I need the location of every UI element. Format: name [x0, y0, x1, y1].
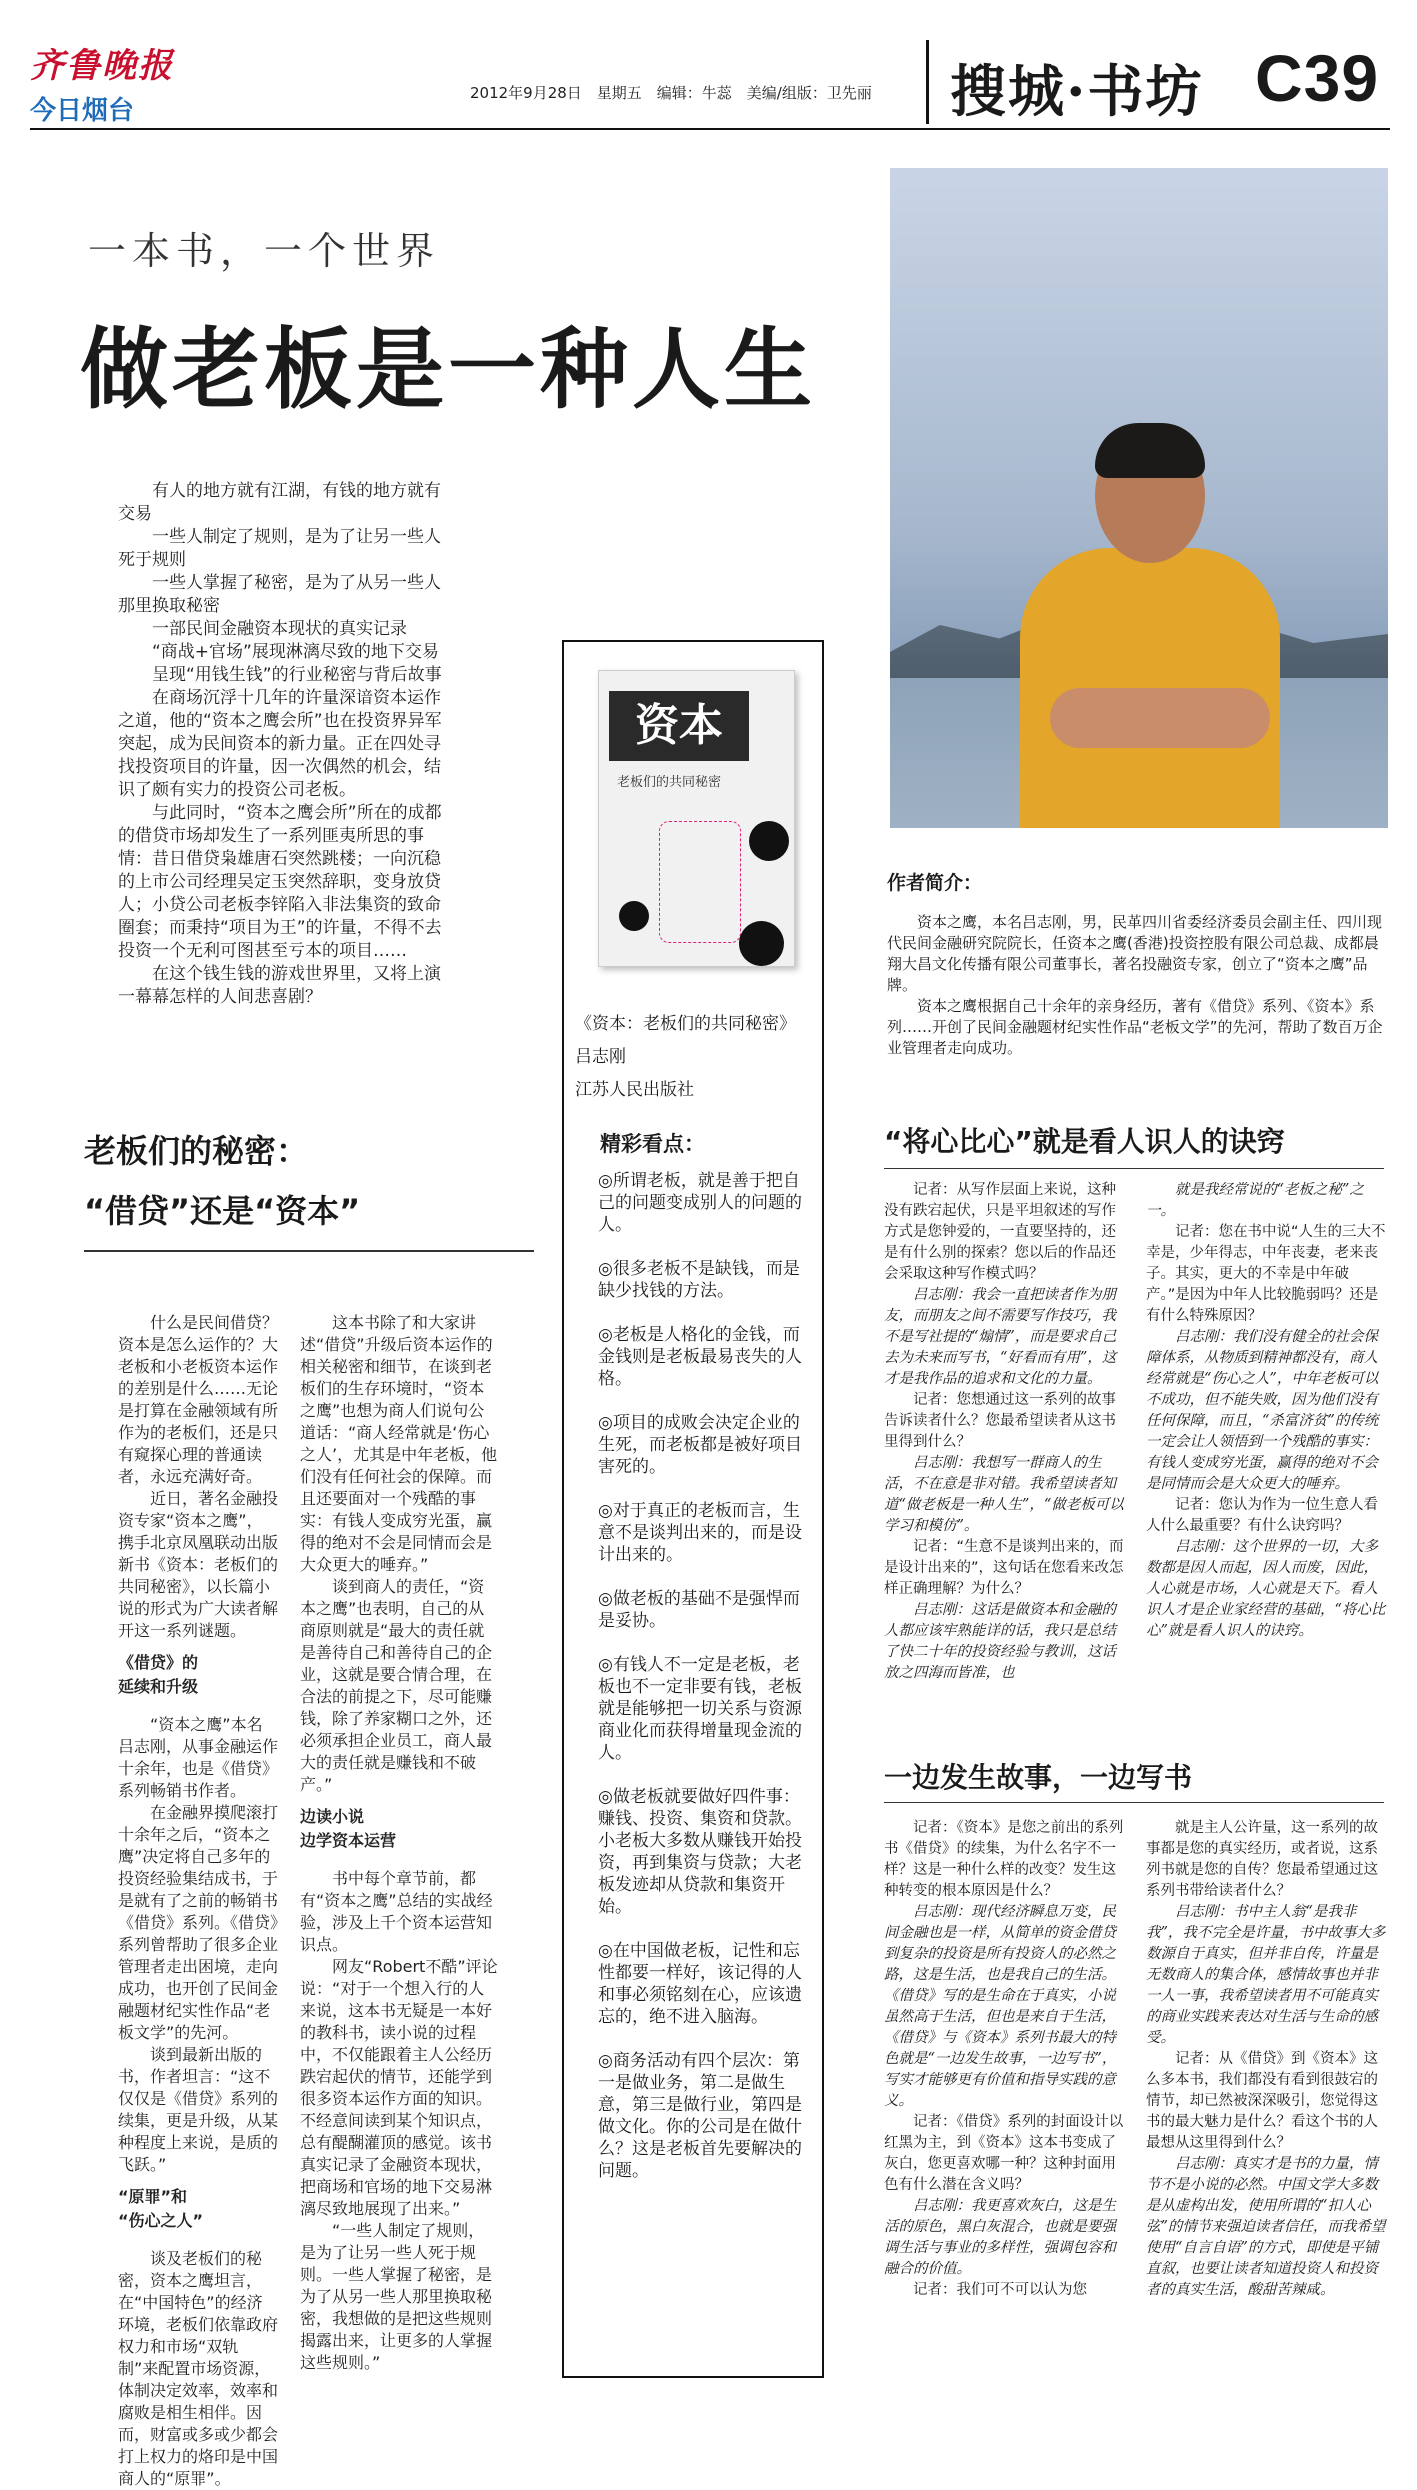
book-publisher: 江苏人民出版社 — [575, 1080, 694, 1100]
article-paragraph: “一些人制定了规则，是为了让另一些人死于规则。一些人掌握了秘密，是为了从另一些人那里换取秘密，我想做的是把这些规则揭露出来，让更多的人掌握这些规则。” — [300, 2221, 493, 2372]
left-article-title-line1: 老板们的秘密： — [84, 1132, 309, 1170]
interview1-title: “将心比心”就是看人识人的诀窍 — [884, 1125, 1285, 1158]
interview-answer: 就是我经常说的“老板之秘”之一。 — [1146, 1182, 1364, 1219]
interview1-rule — [884, 1168, 1384, 1169]
author-bio — [887, 912, 1387, 1059]
article-paragraph: 这本书除了和大家讲述“借贷”升级后资本运作的相关秘密和细节，在谈到老板们的生存环境时，“资本之鹰”也想为商人们说句公道话：“商人经常就是‘伤心之人’，尤其是中年老板，他们没有任何社会的保障。而且还要面对一个残酷的事实：有钱人变成穷光蛋，赢得的绝对不会是同情而会是大众更大的唾弃。” — [300, 1313, 498, 1574]
issue-meta: 2012年9月28日 星期五 编辑：牛蕊 美编/组版：卫先丽 — [470, 84, 872, 102]
subhead: 延续和升级 — [118, 1677, 199, 1696]
author-photo — [890, 168, 1388, 828]
book-info — [575, 1008, 815, 1107]
header-rule — [30, 128, 1390, 130]
interview2-rule — [884, 1802, 1384, 1803]
interview-question: 记者：您想通过这一系列的故事告诉读者什么？您最希望读者从这书里得到什么？ — [884, 1392, 1116, 1450]
article-paragraph: 什么是民间借贷？资本是怎么运作的？大老板和小老板资本运作的差别是什么……无论是打算在金融领域有所作为的老板们，还是只有窥探心理的普通读者，永远充满好奇。 — [118, 1313, 279, 1486]
article-paragraph: 网友“Robert不酷”评论说：“对于一个想入行的人来说，这本书无疑是一本好的教科书，读小说的过程中，不仅能跟着主人公经历跌宕起伏的情节，还能学到很多资本运作方面的知识。不经意间读到某个知识点，总有醍醐灌顶的感觉。该书真实记录了金融资本现状，把商场和官场的地下交易淋漓尽致地展现了出来。” — [300, 1957, 498, 2218]
interview2-col1 — [884, 1818, 1129, 2301]
author-bio-title: 作者简介： — [887, 872, 983, 894]
interview-answer: 吕志刚：书中主人翁“是我非我”，我不完全是许量，书中故事大多数源自于真实，但并非自传，许量是无数商人的集合体，感情故事也并非一人一事，我希望读者用不可能真实的商业实践来表达对生活与生命的感受。 — [1146, 1904, 1386, 2046]
highlight-item: ◎对于真正的老板而言，生意不是谈判出来的，而是设计出来的。 — [598, 1501, 802, 1565]
headline: 做老板是一种人生 — [80, 317, 817, 421]
intro-paragraph: “商战+官场”展现淋漓尽致的地下交易 — [152, 642, 439, 662]
article-paragraph: 近日，著名金融投资专家“资本之鹰”，携手北京凤凰联动出版新书《资本：老板们的共同秘密》，以长篇小说的形式为广大读者解开这一系列谜题。 — [118, 1489, 279, 1640]
article-paragraph: 谈及老板们的秘密，资本之鹰坦言，在“中国特色”的经济环境，老板们依靠政府权力和市场“双轨制”来配置市场资源，体制决定效率，效率和腐败是相生相伴。因而，财富或多或少都会打上权力的烙印是中国商人的“原罪”。 — [118, 2249, 279, 2488]
interview2-title: 一边发生故事，一边写书 — [884, 1761, 1193, 1794]
interview-question: 记者：从写作层面上来说，这种没有跌宕起伏，只是平坦叙述的写作方式是您钟爱的，一直要坚持的，还是有什么别的探索？您以后的作品还会采取这种写作模式吗？ — [884, 1182, 1116, 1282]
author-bio-paragraph: 资本之鹰根据自己十余年的亲身经历，著有《借贷》系列、《资本》系列……开创了民间金融题材纪实性作品“老板文学”的先河，帮助了数百万企业管理者走向成功。 — [887, 997, 1383, 1057]
header-divider — [926, 40, 929, 124]
interview-answer: 吕志刚：这话是做资本和金融的人都应该牢熟能详的话，我只是总结了快二十年的投资经验与教训，这话放之四海而皆准，也 — [884, 1602, 1116, 1681]
interview1-col1 — [884, 1180, 1129, 1684]
interview-answer: 吕志刚：我更喜欢灰白，这是生活的原色，黑白灰混合，也就是要强调生活与事业的多样性，强调包容和融合的价值。 — [884, 2198, 1116, 2277]
article-paragraph: “资本之鹰”本名吕志刚，从事金融运作十余年，也是《借贷》系列畅销书作者。 — [118, 1715, 279, 1800]
interview-question: 记者：《借贷》系列的封面设计以红黑为主，到《资本》这本书变成了灰白，您更喜欢哪一种？这种封面用色有什么潜在含义吗？ — [884, 2114, 1124, 2193]
subhead: 边学资本运营 — [300, 1831, 397, 1850]
left-article-title-line2: “借贷”还是“资本” — [84, 1192, 361, 1230]
interview-question: 记者：从《借贷》到《资本》这么多本书，我们都没有看到很鼓宕的情节，却已然被深深吸引，您觉得这书的最大魅力是什么？看这个书的人最想从这里得到什么？ — [1146, 2051, 1378, 2151]
interview-question: 记者：“生意不是谈判出来的，而是设计出来的”，这句话在您看来改怎样正确理解？为什么？ — [884, 1539, 1124, 1597]
left-article-col1 — [118, 1312, 278, 2490]
highlight-item: ◎在中国做老板，记性和忘性都要一样好，该记得的人和事必须铭刻在心，应该遗忘的，绝不进入脑海。 — [598, 1941, 802, 2027]
article-paragraph: 在金融界摸爬滚打十余年之后，“资本之鹰”决定将自己多年的投资经验集结成书，于是就有了之前的畅销书《借贷》系列。《借贷》系列曾帮助了很多企业管理者走出困境，走向成功，也开创了民间金融题材纪实性作品“老板文学”的先河。 — [118, 1803, 279, 2042]
book-cover — [598, 670, 795, 967]
intro-paragraph: 在商场沉浮十几年的许量深谙资本运作之道，他的“资本之鹰会所”也在投资界异军突起，成为民间资本的新力量。正在四处寻找投资项目的许量，因一次偶然的机会，结识了颇有实力的投资公司老板。 — [118, 688, 442, 800]
edition-name: 今日烟台 — [30, 96, 135, 126]
interview-answer: 吕志刚：真实才是书的力量，情节不是小说的必然。中国文学大多数是从虚构出发，使用所谓的“扣人心弦”的情节来强迫读者信任，而我希望使用“自言自语”的方式，即使是平铺直叙，也要让读者知道投资人和投资者的真实生活，酸甜苦辣咸。 — [1146, 2156, 1386, 2298]
left-article-rule — [84, 1250, 534, 1252]
intro-paragraph: 在这个钱生钱的游戏世界里，又将上演一幕幕怎样的人间悲喜剧？ — [118, 964, 441, 1007]
interview1-col2 — [1146, 1180, 1386, 1642]
interview-answer: 吕志刚：这个世界的一切，大多数都是因人而起，因人而废，因此，人心就是市场，人心就是天下。看人识人才是企业家经营的基础，“将心比心”就是看人识人的诀窍。 — [1146, 1539, 1386, 1639]
interview-answer: 吕志刚：我想写一群商人的生活，不在意是非对错。我希望读者知道“做老板是一种人生”，“做老板可以学习和模仿”。 — [884, 1455, 1124, 1534]
interview-question: 记者：我们可不可以认为您 — [913, 2282, 1087, 2298]
book-cover-subtitle: 老板们的共同秘密 — [617, 775, 722, 790]
highlight-item: ◎很多老板不是缺钱，而是缺少找钱的方法。 — [598, 1259, 800, 1301]
book-cover-title: 资本 — [609, 691, 749, 761]
highlight-item: ◎做老板的基础不是强悍而是妥协。 — [598, 1589, 800, 1631]
highlight-item: ◎项目的成败会决定企业的生死，而老板都是被好项目害死的。 — [598, 1413, 802, 1477]
article-paragraph: 书中每个章节前，都有“资本之鹰”总结的实战经验，涉及上千个资本运营知识点。 — [300, 1869, 493, 1954]
subhead: “伤心之人” — [118, 2211, 204, 2230]
interview-question: 记者：《资本》是您之前出的系列书《借贷》的续集，为什么名字不一样？这是一种什么样的改变？发生这种转变的根本原因是什么？ — [884, 1820, 1124, 1899]
intro-paragraph: 呈现“用钱生钱”的行业秘密与背后故事 — [152, 665, 442, 685]
highlight-item: ◎老板是人格化的金钱，而金钱则是老板最易丧失的人格。 — [598, 1325, 802, 1389]
highlights-title: 精彩看点： — [600, 1132, 705, 1156]
article-paragraph: 谈到最新出版的书，作者坦言：“这不仅仅是《借贷》系列的续集，更是升级，从某种程度上来说，是质的飞跃。” — [118, 2045, 279, 2174]
page-number: C39 — [1255, 41, 1380, 115]
intro-text — [118, 480, 444, 1009]
subhead: “原罪”和 — [118, 2187, 188, 2206]
intro-paragraph: 有人的地方就有江湖，有钱的地方就有交易 — [118, 481, 441, 524]
interview2-col2 — [1146, 1818, 1386, 2301]
highlight-item: ◎做老板就要做好四件事：赚钱、投资、集资和贷款。小老板大多数从赚钱开始投资，再到集资与贷款；大老板发迹却从贷款和集资开始。 — [598, 1787, 802, 1917]
intro-paragraph: 一些人掌握了秘密，是为了从另一些人那里换取秘密 — [118, 573, 441, 616]
newspaper-logo: 齐鲁晚报 — [30, 46, 174, 86]
kicker: 一本书，一个世界 — [88, 229, 441, 273]
interview-question: 记者：您认为作为一位生意人看人什么最重要？有什么诀窍吗？ — [1146, 1497, 1378, 1534]
book-title: 《资本：老板们的共同秘密》 — [575, 1014, 796, 1034]
article-paragraph: 谈到商人的责任，“资本之鹰”也表明，自己的从商原则就是“最大的责任就是善待自己和善待自己的企业，这就是要合情合理，在合法的前提之下，尽可能赚钱，除了养家糊口之外，还必须承担企业员工，商人最大的责任就是赚钱和不破产。” — [300, 1577, 493, 1794]
intro-paragraph: 一部民间金融资本现状的真实记录 — [152, 619, 407, 639]
highlight-item: ◎商务活动有四个层次：第一是做业务，第二是做生意，第三是做行业，第四是做文化。你的公司是在做什么？这是老板首先要解决的问题。 — [598, 2051, 802, 2181]
subhead: 《借贷》的 — [118, 1653, 199, 1672]
highlight-item: ◎有钱人不一定是老板，老板也不一定非要有钱，老板就是能够把一切关系与资源商业化而获得增量现金流的人。 — [598, 1655, 802, 1763]
highlights-list — [598, 1170, 804, 2204]
subhead: 边读小说 — [300, 1807, 365, 1826]
left-article-col2 — [300, 1312, 500, 2374]
intro-paragraph: 与此同时，“资本之鹰会所”所在的成都的借贷市场却发生了一系列匪夷所思的事情：昔日借贷枭雄唐石突然跳楼；一向沉稳的上市公司经理吴定玉突然辞职，变身放贷人；小贷公司老板李锌陷入非法集资的致命圈套；而秉持“项目为王”的许量，不得不去投资一个无利可图甚至亏本的项目…… — [118, 803, 442, 961]
book-author: 吕志刚 — [575, 1047, 626, 1067]
section-name: 搜城·书坊 — [950, 59, 1204, 125]
interview-answer: 吕志刚：现代经济瞬息万变，民间金融也是一样，从简单的资金借贷到复杂的投资是所有投资人的必然之路，这是生活，也是我自己的生活。《借贷》写的是生命在于真实，小说虽然高于生活，但也是来自于生活，《借贷》与《资本》系列书最大的特色就是“一边发生故事，一边写书”，写实才能够更有价值和指导实践的意义。 — [884, 1904, 1117, 2109]
interview-answer: 吕志刚：我们没有健全的社会保障体系，从物质到精神都没有，商人经常就是“伤心之人”，中年老板可以不成功，但不能失败，因为他们没有任何保障，而且，“杀富济贫”的传统一定会让人领悟到一个残酷的事实：有钱人变成穷光蛋，赢得的绝对不会是同情而会是大众更大的唾弃。 — [1146, 1329, 1379, 1492]
interview-question: 记者：您在书中说“人生的三大不幸是，少年得志，中年丧妻，老来丧子。其实，更大的不幸是中年破产。”是因为中年人比较脆弱吗？还是有什么特殊原因？ — [1146, 1224, 1386, 1324]
author-bio-paragraph: 资本之鹰，本名吕志刚，男，民革四川省委经济委员会副主任、四川现代民间金融研究院院长，任资本之鹰(香港)投资控股有限公司总裁、成都晨翔大昌文化传播有限公司董事长，著名投融资专家，创立了“资本之鹰”品牌。 — [887, 913, 1383, 994]
interview-answer: 吕志刚：我会一直把读者作为朋友，而朋友之间不需要写作技巧，我不是写社提的“煽情”，而是要求自己去为未来而写书，“好看而有用”，这才是我作品的追求和文化的力量。 — [884, 1287, 1117, 1387]
intro-paragraph: 一些人制定了规则，是为了让另一些人死于规则 — [118, 527, 441, 570]
highlight-item: ◎所谓老板，就是善于把自己的问题变成别人的问题的人。 — [598, 1171, 802, 1235]
interview-question: 就是主人公许量，这一系列的故事都是您的真实经历，或者说，这系列书就是您的自传？您最希望通过这系列书带给读者什么？ — [1146, 1820, 1378, 1899]
